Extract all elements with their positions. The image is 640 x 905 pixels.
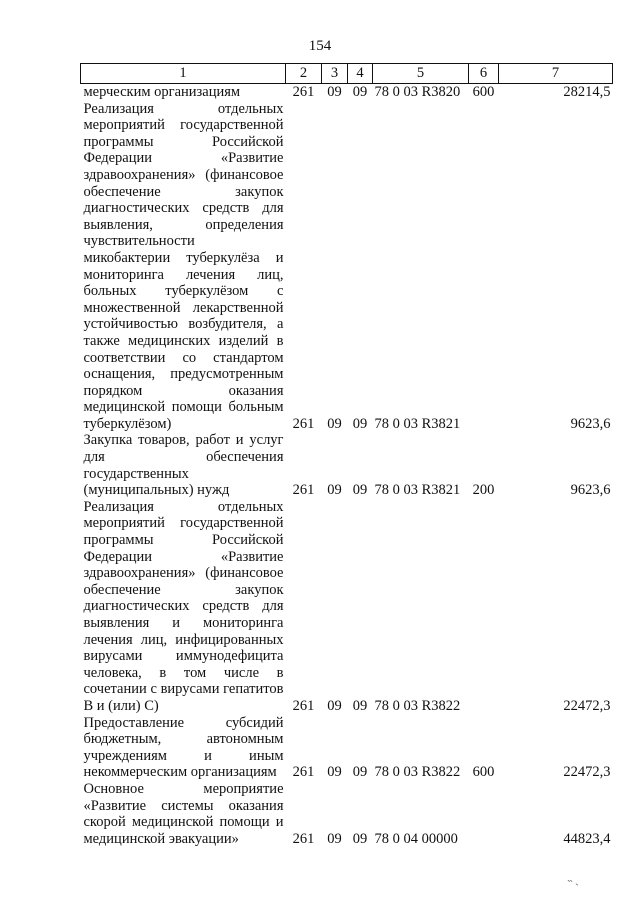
row-subsection: 09 <box>352 764 368 781</box>
row-expense-type: 600 <box>472 84 495 100</box>
row-name: Реализация отдельных мероприятий государственной программы Российской Федерации «Развитие здравоохранения» (финансовое обеспечение закупок диагностических средств для выявления и мониторинга лечения лиц, инфицированных вирусами иммунодефицита человека, в том числе в сочетании с вирусами гепатитов B и (или) C) <box>83 498 284 714</box>
row-section: 09 <box>327 764 342 781</box>
header-col-4: 4 <box>348 64 373 84</box>
header-col-7: 7 <box>499 64 613 84</box>
table-body <box>81 84 613 848</box>
row-name: мерческим организациям <box>83 84 241 100</box>
row-subsection: 09 <box>352 415 368 432</box>
row-subsection: 09 <box>352 830 368 847</box>
header-row <box>81 64 613 84</box>
row-admin-code: 261 <box>292 84 315 100</box>
row-amount: 44823,4 <box>563 830 611 847</box>
row-amount: 9623,6 <box>570 482 611 499</box>
table-row <box>81 715 613 781</box>
budget-table <box>80 63 613 847</box>
row-section: 09 <box>327 415 342 432</box>
table-row <box>81 781 613 847</box>
row-admin-code: 261 <box>292 415 315 432</box>
row-section: 09 <box>327 84 342 100</box>
row-name: Основное мероприятие «Развитие системы оказания скорой медицинской помощи и медицинской эвакуации» <box>83 780 284 847</box>
row-expense-type: 200 <box>472 482 495 499</box>
page-number: 154 <box>308 38 332 54</box>
row-admin-code: 261 <box>292 697 315 714</box>
row-section: 09 <box>327 830 342 847</box>
row-amount: 22472,3 <box>563 697 611 714</box>
row-name: Предоставление субсидий бюджетным, автономным учреждениям и иным некоммерческим организациям <box>83 714 284 781</box>
table-row <box>81 84 613 101</box>
row-section: 09 <box>327 482 342 499</box>
scan-artifact: ˵ ˏ <box>568 872 579 886</box>
row-name: Закупка товаров, работ и услуг для обеспечения государственных (муниципальных) нужд <box>83 432 284 499</box>
row-target-article: 78 0 03 R3820 <box>374 84 461 100</box>
header-col-3: 3 <box>322 64 348 84</box>
row-expense-type: 600 <box>472 764 495 781</box>
row-admin-code: 261 <box>292 830 315 847</box>
row-amount: 28214,5 <box>563 84 611 100</box>
header-col-2: 2 <box>286 64 322 84</box>
row-admin-code: 261 <box>292 482 315 499</box>
header-col-1: 1 <box>81 64 286 84</box>
row-amount: 9623,6 <box>570 415 611 432</box>
row-amount: 22472,3 <box>563 764 611 781</box>
row-target-article: 78 0 03 R3822 <box>374 764 461 781</box>
row-target-article: 78 0 03 R3822 <box>374 697 461 714</box>
header-col-6: 6 <box>469 64 499 84</box>
row-subsection: 09 <box>352 84 368 100</box>
row-target-article: 78 0 03 R3821 <box>374 415 461 432</box>
table-header <box>81 64 613 84</box>
table-row <box>81 432 613 498</box>
row-section: 09 <box>327 697 342 714</box>
row-subsection: 09 <box>352 697 368 714</box>
table-row <box>81 101 613 433</box>
row-admin-code: 261 <box>292 764 315 781</box>
row-expense-type <box>469 781 499 847</box>
row-target-article: 78 0 03 R3821 <box>374 482 461 499</box>
row-subsection: 09 <box>352 482 368 499</box>
header-col-5: 5 <box>373 64 469 84</box>
row-target-article: 78 0 04 00000 <box>374 830 458 847</box>
row-name: Реализация отдельных мероприятий государственной программы Российской Федерации «Развитие здравоохранения» (финансовое обеспечение закупок диагностических средств для выявления, определения чувствительности микобактерии туберкулёза и мониторинга лечения лиц, больных туберкулёзом с множественной лекарственной устойчивостью возбудителя, а также медицинских изделий в соответствии со стандартом оснащения, предусмотренным порядком оказания медицинской помощи больным туберкулёзом) <box>83 100 284 432</box>
table-row <box>81 499 613 715</box>
row-expense-type <box>469 101 499 433</box>
row-expense-type <box>469 499 499 715</box>
